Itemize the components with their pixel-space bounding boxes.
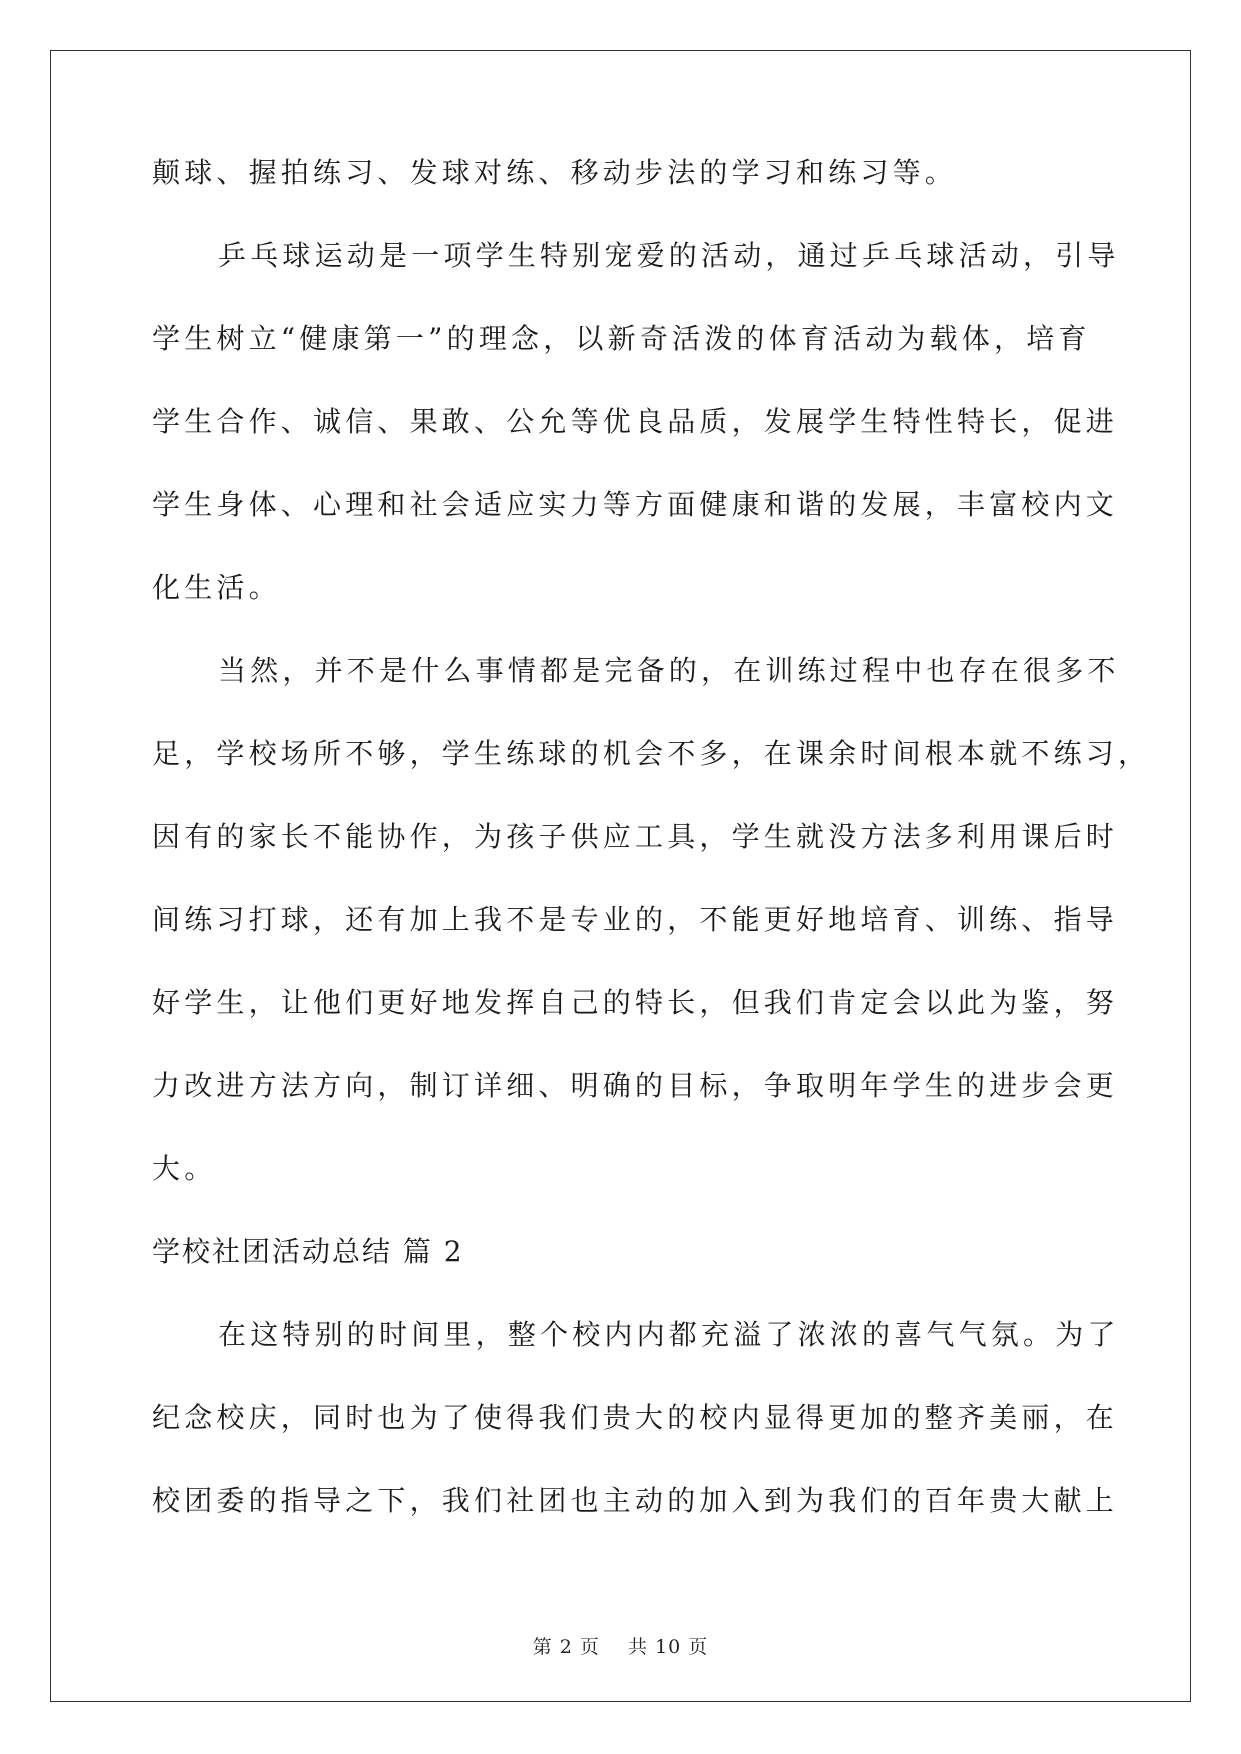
text-line: 间练习打球，还有加上我不是专业的，不能更好地培育、训练、指导 xyxy=(152,903,1119,936)
paragraph-start-line: 当然，并不是什么事情都是完备的，在训练过程中也存在很多不 xyxy=(218,654,1120,687)
page-number: 第 2 页 xyxy=(532,1636,600,1658)
text-line: 学生合作、诚信、果敢、公允等优良品质，发展学生特性特长，促进 xyxy=(152,405,1119,438)
document-body xyxy=(152,156,1151,1569)
text-line: 化生活。 xyxy=(152,571,281,604)
text-line: 颠球、握拍练习、发球对练、移动步法的学习和练习等。 xyxy=(152,156,958,189)
section-heading: 学校社团活动总结 篇 2 xyxy=(152,1235,464,1268)
text-line: 大。 xyxy=(152,1152,217,1185)
text-line: 学生树立“健康第一”的理念，以新奇活泼的体育活动为载体，培育 xyxy=(152,322,1091,355)
page-footer xyxy=(0,1632,1241,1659)
text-line: 纪念校庆，同时也为了使得我们贵大的校内显得更加的整齐美丽，在 xyxy=(152,1401,1119,1434)
page-total: 共 10 页 xyxy=(628,1636,709,1658)
text-line: 好学生，让他们更好地发挥自己的特长，但我们肯定会以此为鉴，努 xyxy=(152,986,1119,1019)
paragraph-start-line: 在这特别的时间里，整个校内内都充溢了浓浓的喜气气氛。为了 xyxy=(218,1318,1120,1351)
text-line: 学生身体、心理和社会适应实力等方面健康和谐的发展，丰富校内文 xyxy=(152,488,1119,521)
paragraph-start-line: 乒乓球运动是一项学生特别宠爱的活动，通过乒乓球活动，引导 xyxy=(218,239,1120,272)
text-line: 校团委的指导之下，我们社团也主动的加入到为我们的百年贵大献上 xyxy=(152,1484,1119,1517)
text-line: 足，学校场所不够，学生练球的机会不多，在课余时间根本就不练习， xyxy=(152,737,1151,770)
text-line: 因有的家长不能协作，为孩子供应工具，学生就没方法多利用课后时 xyxy=(152,820,1119,853)
text-line: 力改进方法方向，制订详细、明确的目标，争取明年学生的进步会更 xyxy=(152,1069,1119,1102)
